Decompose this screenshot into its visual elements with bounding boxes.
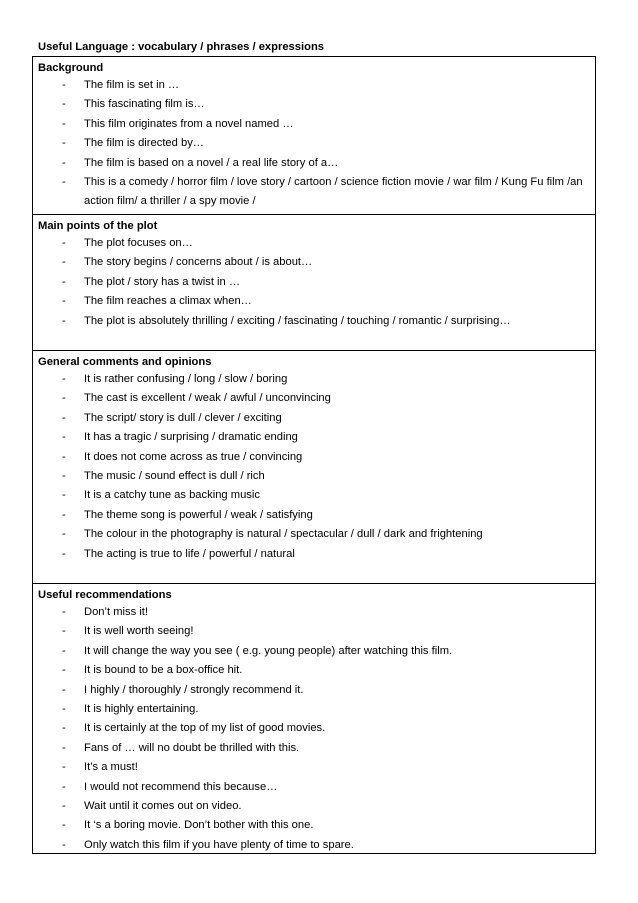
item-text: It is certainly at the top of my list of good movies.	[84, 722, 326, 735]
item-text: Wait until it comes out on video.	[84, 800, 242, 813]
item-list	[38, 234, 589, 331]
list-item	[38, 681, 589, 700]
bullet-dash: -	[62, 117, 66, 130]
bullet-dash: -	[62, 392, 66, 405]
bullet-dash: -	[62, 373, 66, 385]
bullet-dash: -	[62, 838, 66, 851]
list-item	[38, 719, 589, 738]
bullet-dash: -	[62, 137, 66, 150]
item-text: The story begins / concerns about / is about…	[84, 256, 313, 269]
item-text: The plot focuses on…	[84, 237, 193, 249]
list-item	[38, 253, 589, 272]
item-text: It is a catchy tune as backing music	[84, 489, 260, 502]
section-title: Main points of the plot	[38, 220, 158, 232]
item-list	[38, 370, 589, 564]
list-item	[38, 622, 589, 641]
item-text: It does not come across as true / convincing	[84, 450, 303, 463]
list-item	[38, 409, 589, 428]
item-list	[38, 76, 589, 212]
bullet-dash: -	[62, 256, 66, 269]
bullet-dash: -	[62, 761, 66, 774]
bullet-dash: -	[62, 411, 66, 424]
item-text: It is highly entertaining.	[84, 703, 199, 716]
item-text: The film is directed by…	[84, 137, 204, 150]
bullet-dash: -	[62, 79, 66, 91]
item-text: The colour in the photography is natural / spectacular / dull / dark and frightening	[84, 528, 483, 541]
item-text: The plot is absolutely thrilling / exciting / fascinating / touching / romantic / surprising…	[84, 314, 511, 327]
item-list	[38, 603, 589, 855]
list-item	[38, 545, 589, 564]
item-text: The plot / story has a twist in …	[84, 275, 241, 288]
bullet-dash: -	[62, 295, 66, 308]
item-text: Don’t miss it!	[84, 606, 149, 618]
bullet-dash: -	[62, 470, 66, 483]
bullet-dash: -	[62, 780, 66, 793]
item-text: It is bound to be a box-office hit.	[84, 664, 243, 677]
list-item	[38, 428, 589, 447]
item-text: The film reaches a climax when…	[84, 295, 252, 308]
item-text: I would not recommend this because…	[84, 780, 278, 793]
list-item	[38, 292, 589, 311]
list-item	[38, 700, 589, 719]
section-plot	[33, 214, 595, 350]
list-item	[38, 642, 589, 661]
item-text: This fascinating film is…	[84, 98, 205, 111]
list-item	[38, 370, 589, 389]
bullet-dash: -	[62, 237, 66, 249]
section-opinions	[33, 350, 595, 583]
item-text: I highly / thoroughly / strongly recommend it.	[84, 683, 304, 696]
bullet-dash: -	[62, 275, 66, 288]
item-text: It is rather confusing / long / slow / boring	[84, 373, 288, 385]
list-item	[38, 115, 589, 134]
bullet-dash: -	[62, 489, 66, 502]
section-recommendations	[33, 583, 595, 853]
bullet-dash: -	[62, 176, 66, 189]
section-title: Useful recommendations	[38, 589, 172, 601]
list-item	[38, 797, 589, 816]
list-item	[38, 486, 589, 505]
list-item	[38, 234, 589, 253]
list-item	[38, 603, 589, 622]
item-text: It has a tragic / surprising / dramatic ending	[84, 431, 298, 444]
section-background	[33, 57, 595, 214]
list-item	[38, 134, 589, 153]
bullet-dash: -	[62, 683, 66, 696]
list-item	[38, 273, 589, 292]
item-text: Fans of … will no doubt be thrilled with this.	[84, 741, 300, 754]
bullet-dash: -	[62, 450, 66, 463]
list-item	[38, 312, 589, 331]
bullet-dash: -	[62, 800, 66, 813]
bullet-dash: -	[62, 741, 66, 754]
bullet-dash: -	[62, 664, 66, 677]
language-table	[32, 56, 596, 854]
section-title: Background	[38, 62, 104, 74]
bullet-dash: -	[62, 431, 66, 444]
list-item	[38, 448, 589, 467]
item-text: The cast is excellent / weak / awful / unconvincing	[84, 392, 331, 405]
item-text: The theme song is powerful / weak / satisfying	[84, 508, 313, 521]
bullet-dash: -	[62, 625, 66, 638]
list-item	[38, 739, 589, 758]
item-text: This film originates from a novel named …	[84, 117, 294, 130]
bullet-dash: -	[62, 606, 66, 618]
bullet-dash: -	[62, 547, 66, 560]
item-text: The music / sound effect is dull / rich	[84, 470, 265, 483]
list-item	[38, 389, 589, 408]
item-text: This is a comedy / horror film / love story / cartoon / science fiction movie / war film / Kung Fu film /an action film/ a thriller / a spy movie /	[84, 176, 583, 208]
list-item	[38, 525, 589, 544]
list-item	[38, 778, 589, 797]
bullet-dash: -	[62, 722, 66, 735]
list-item	[38, 506, 589, 525]
page-title: Useful Language : vocabulary / phrases / expressions	[38, 41, 325, 53]
bullet-dash: -	[62, 98, 66, 111]
item-text: Only watch this film if you have plenty of time to spare.	[84, 838, 354, 851]
item-text: The film is based on a novel / a real life story of a…	[84, 156, 339, 169]
list-item	[38, 758, 589, 777]
item-text: It will change the way you see ( e.g. young people) after watching this film.	[84, 644, 453, 657]
bullet-dash: -	[62, 644, 66, 657]
item-text: The film is set in …	[84, 79, 180, 91]
list-item	[38, 661, 589, 680]
bullet-dash: -	[62, 528, 66, 541]
list-item	[38, 95, 589, 114]
item-text: The script/ story is dull / clever / exciting	[84, 411, 282, 424]
item-text: It’s a must!	[84, 761, 138, 774]
item-text: The acting is true to life / powerful / natural	[84, 547, 295, 560]
bullet-dash: -	[62, 314, 66, 327]
list-item	[38, 836, 589, 855]
list-item	[38, 816, 589, 835]
list-item	[38, 467, 589, 486]
list-item	[38, 173, 589, 212]
bullet-dash: -	[62, 156, 66, 169]
item-text: It is well worth seeing!	[84, 625, 194, 638]
list-item	[38, 76, 589, 95]
bullet-dash: -	[62, 508, 66, 521]
item-text: It ‘s a boring movie. Don’t bother with this one.	[84, 819, 314, 832]
section-title: General comments and opinions	[38, 356, 212, 368]
list-item	[38, 154, 589, 173]
bullet-dash: -	[62, 819, 66, 832]
bullet-dash: -	[62, 703, 66, 716]
